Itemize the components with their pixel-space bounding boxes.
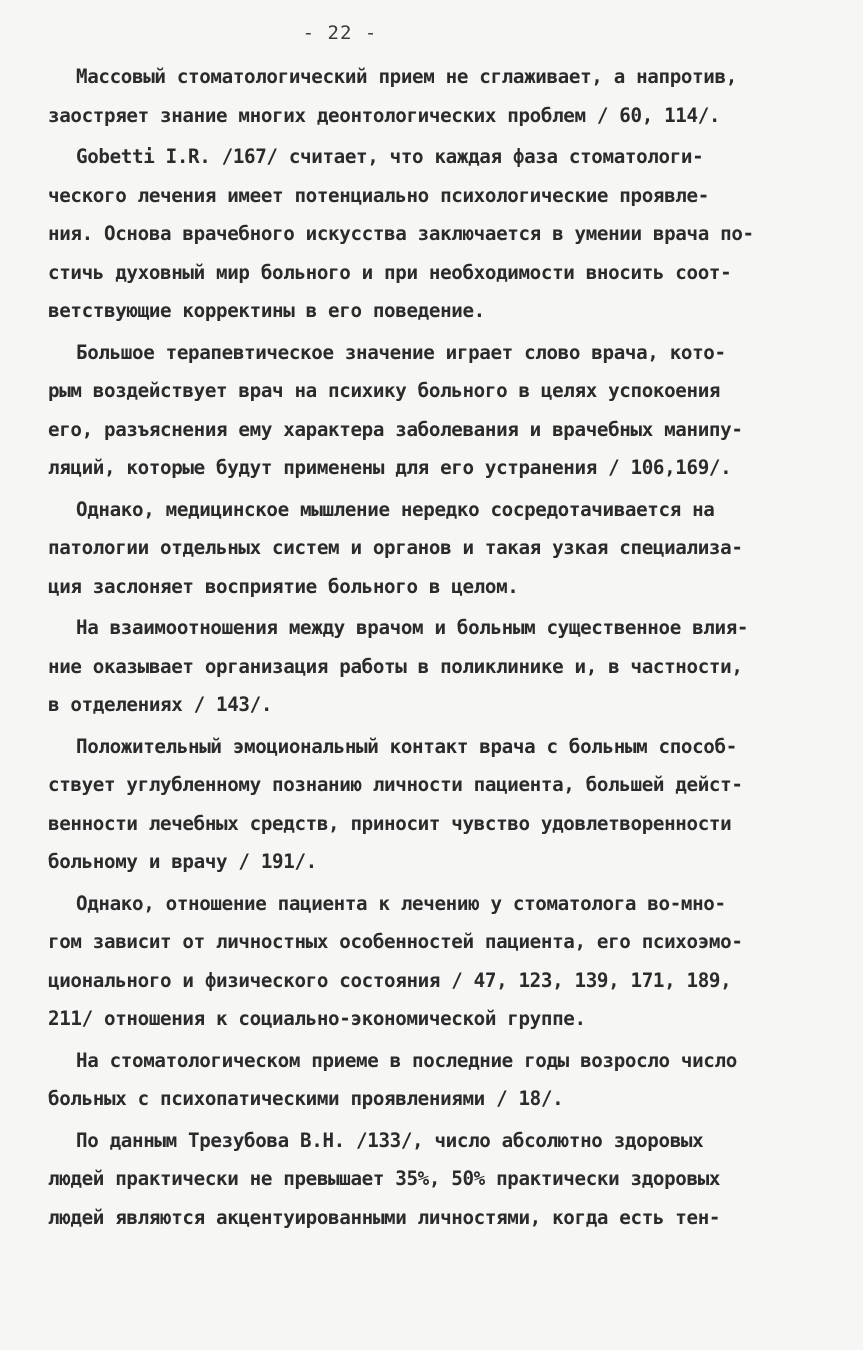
text-line: ния. Основа врачебного искусства заключается в умении врача по-: [48, 222, 754, 245]
text-line: ционального и физического состояния / 47, 123, 139, 171, 189,: [48, 968, 732, 992]
text-line: в отделениях / 143/.: [48, 693, 273, 716]
text-line: его, разъяснения ему характера заболевания и врачебных манипу-: [48, 417, 743, 441]
paragraph: [48, 334, 808, 488]
paragraph: [48, 58, 808, 135]
paragraph: [48, 728, 808, 882]
text-line: ние оказывает организация работы в поликлинике и, в частности,: [48, 654, 743, 678]
text-line: Массовый стоматологический прием не сглаживает, а напротив,: [76, 65, 737, 88]
text-line: гом зависит от личностных особенностей пациента, его психоэмо-: [48, 930, 743, 953]
text-line: На стоматологическом приеме в последние годы возросло число: [76, 1048, 737, 1072]
text-line: заостряет знание многих деонтологических проблем / 60, 114/.: [48, 103, 721, 127]
text-line: Gobetti I.R. /167/ считает, что каждая фаза стоматологи-: [76, 145, 704, 168]
text-line: рым воздействует врач на психику больного в целях успокоения: [48, 379, 721, 402]
body-text: [48, 58, 808, 1237]
paragraph: [48, 609, 808, 725]
text-line: венности лечебных средств, приносит чувство удовлетворенности: [48, 811, 732, 835]
text-line: больному и врачу / 191/.: [48, 850, 317, 873]
text-line: людей практически не превышает 35%, 50% практически здоровых: [48, 1167, 721, 1190]
text-line: ческого лечения имеет потенциально психологические проявле-: [48, 183, 709, 207]
paragraph: [48, 1122, 808, 1238]
paragraph: [48, 138, 808, 331]
text-line: ветствующие корректины в его поведение.: [48, 299, 485, 322]
text-line: ствует углубленному познанию личности пациента, большей дейст-: [48, 773, 743, 796]
text-line: патологии отдельных систем и органов и такая узкая специализа-: [48, 536, 743, 559]
text-line: ляций, которые будут применены для его устранения / 106,169/.: [48, 456, 732, 479]
text-line: По данным Трезубова В.Н. /133/, число абсолютно здоровых: [76, 1128, 704, 1152]
text-line: людей являются акцентуированными личностями, когда есть тен-: [48, 1205, 721, 1229]
page-number: - 22 -: [302, 22, 378, 44]
text-line: На взаимоотношения между врачом и больным существенное влия-: [76, 616, 749, 639]
text-line: стичь духовный мир больного и при необходимости вносить соот-: [48, 260, 732, 284]
paragraph: [48, 491, 808, 607]
text-line: Положительный эмоциональный контакт врача с больным способ-: [76, 734, 737, 758]
text-line: ция заслоняет восприятие больного в целом.: [48, 574, 519, 598]
text-line: Однако, отношение пациента к лечению у стоматолога во-мно-: [76, 891, 726, 915]
text-line: Однако, медицинское мышление нередко сосредотачивается на: [76, 497, 715, 521]
text-line: 211/ отношения к социально-экономической группе.: [48, 1007, 586, 1030]
text-line: больных с психопатическими проявлениями / 18/.: [48, 1087, 564, 1110]
paragraph: [48, 1042, 808, 1119]
text-line: Большое терапевтическое значение играет слово врача, кото-: [76, 340, 726, 364]
paragraph: [48, 885, 808, 1039]
